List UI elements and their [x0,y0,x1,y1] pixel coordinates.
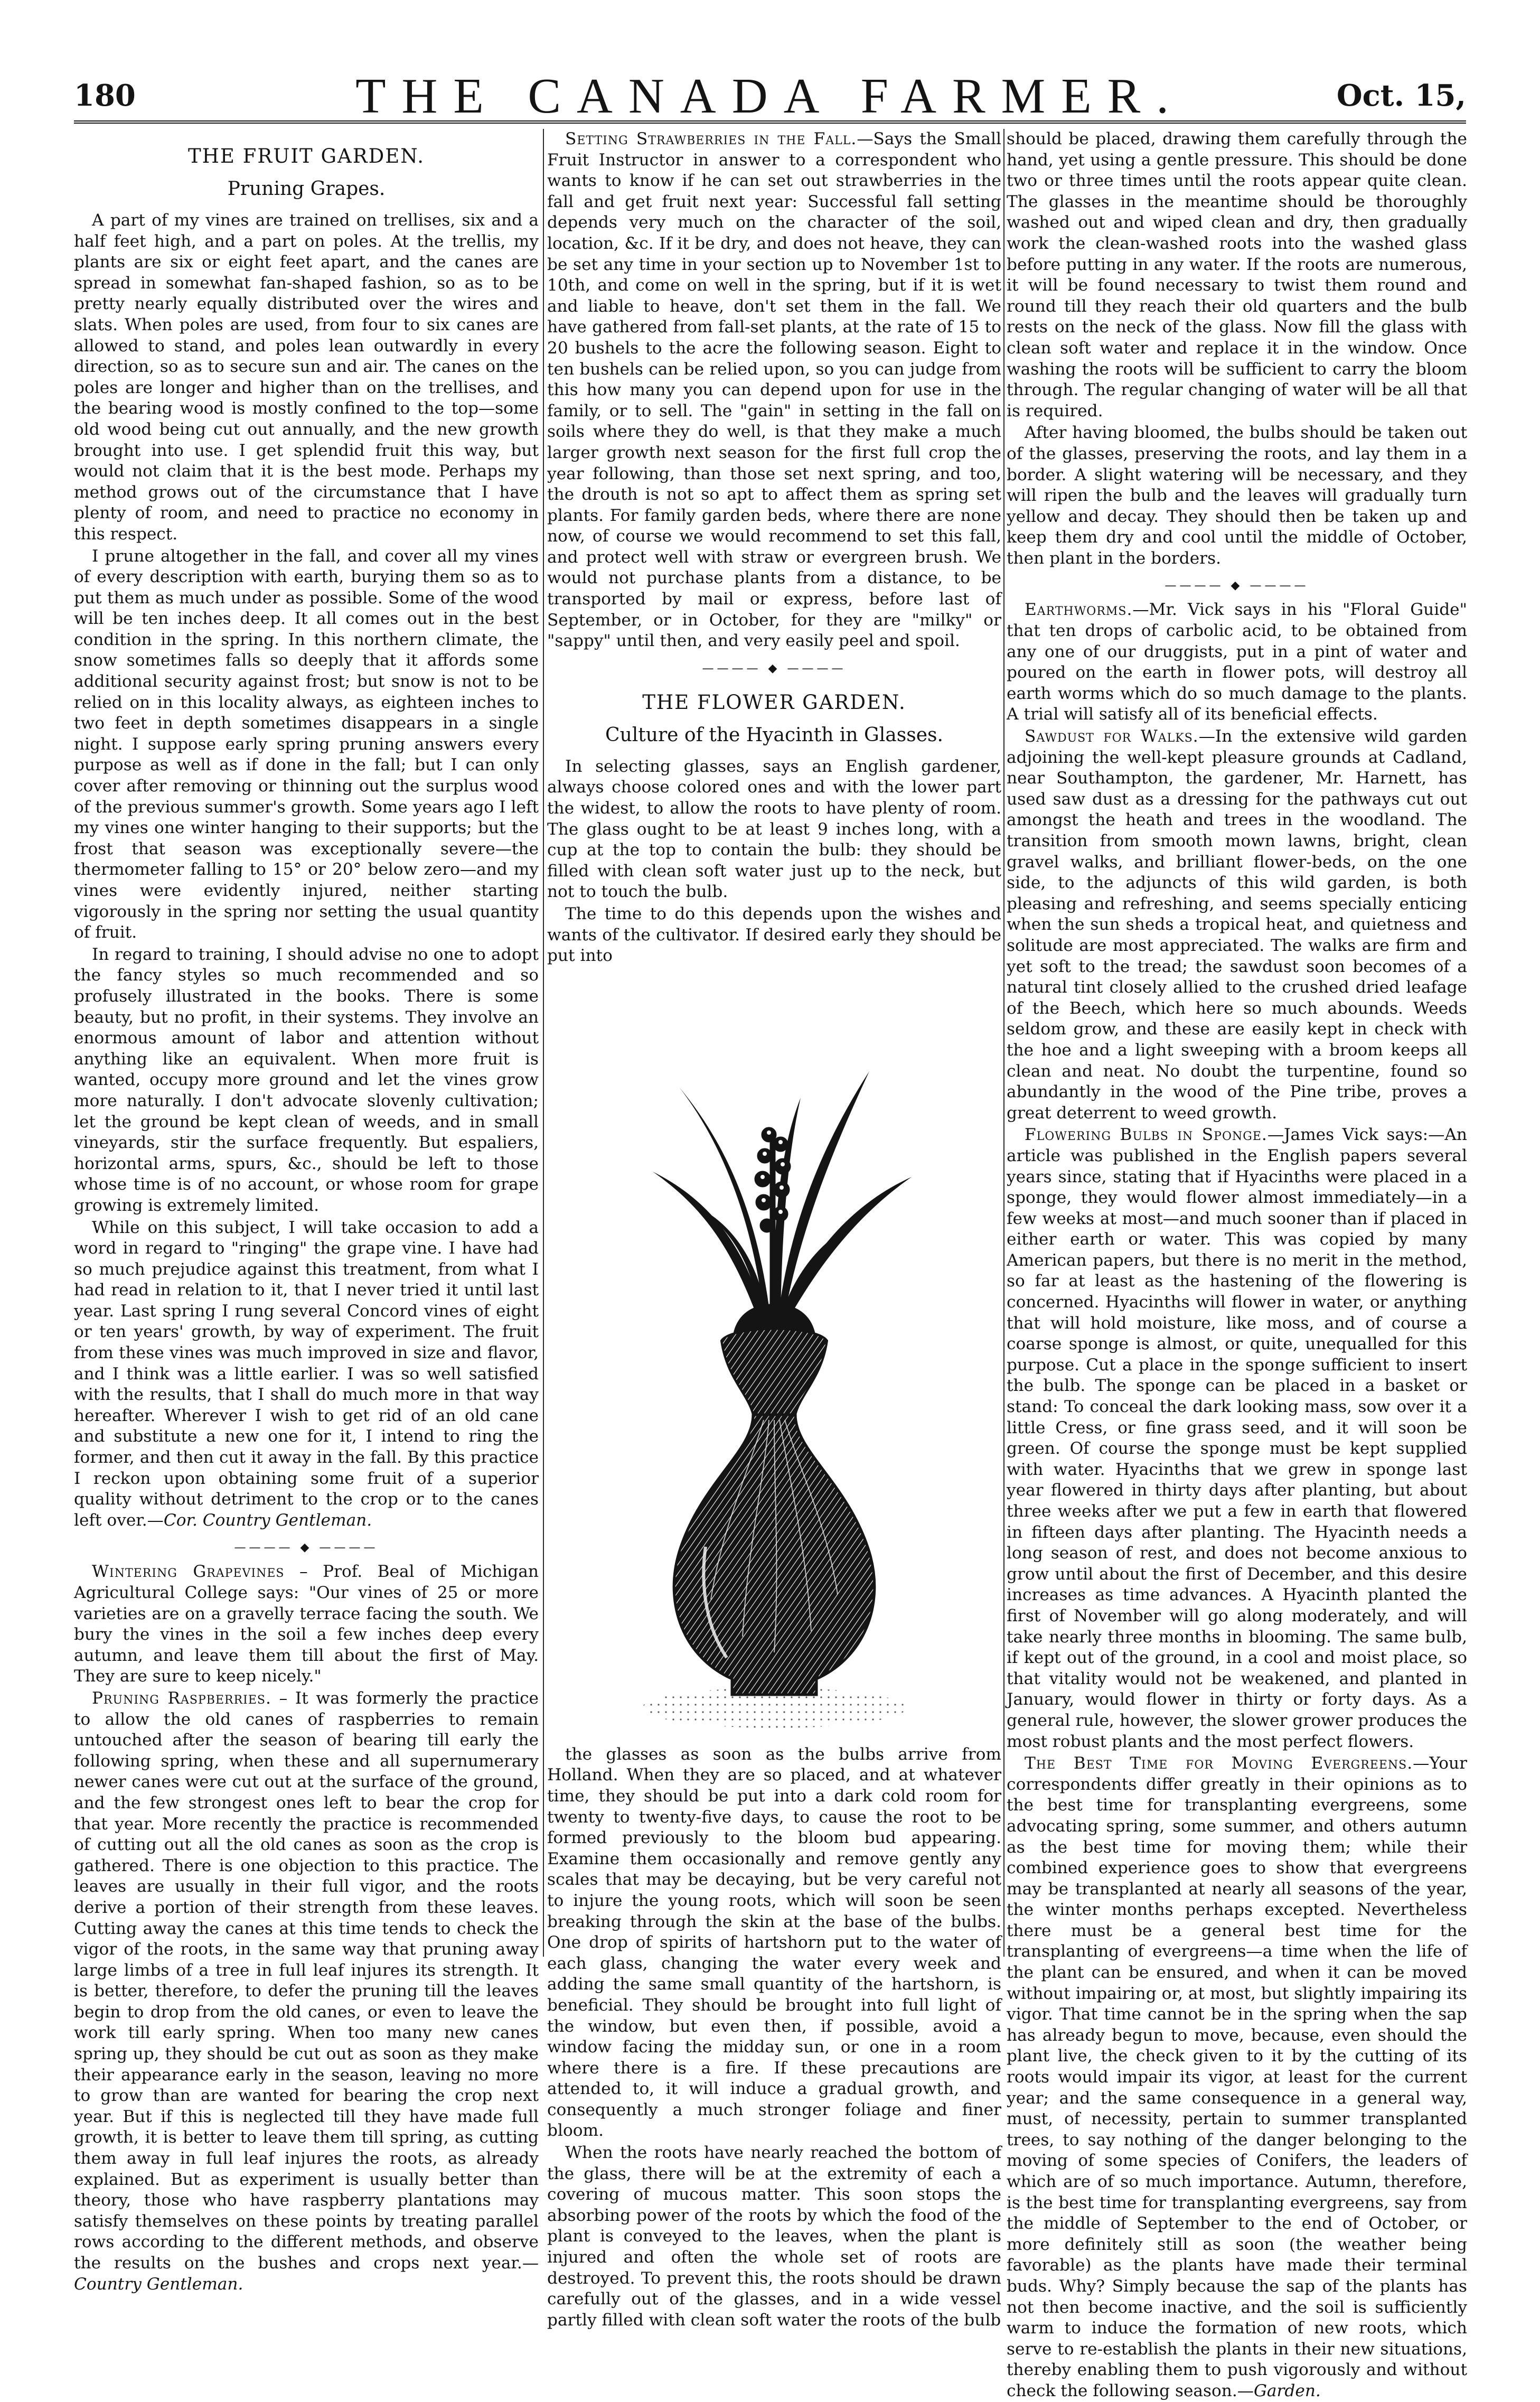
article-lead: Earthworms. [1025,600,1133,620]
article-paragraph: In regard to training, I should advise no one to adopt the fancy styles so much recommended and so profusely illustrated in the books. There is some beauty, but no profit, in their systems. They involve an enormous amount of labor and attention without anything like an equivalent. When more fruit is wanted, occupy more ground and let the vines grow more naturally. I don't advocate slovenly cultivation; let the ground be kept clean of weeds, and in small vineyards, stir the surface frequently. But espaliers, horizontal arms, spurs, &c., should be left to those whose time is of no account, or whose room for grape growing is extremely limited. [74,945,539,1215]
article-sponge [1007,1125,1467,1752]
article-lead: Flowering Bulbs in Sponge. [1025,1125,1267,1145]
paragraph-text: —Says the Small Fruit Instructor in answer to a correspondent who wants to know if he can set out strawberries in the fall and get fruit next year: Successful fall setting depends very much on the character of the soil, location, &c. If it be dry, and does not heave, they can be set any time in your section up to November 1st to 10th, and come on well in the spring, but if it is wet and liable to heave, don't set them in the fall. We have gathered from fall-set plants, at the rate of 15 to 20 bushels to the acre the following season. Eight to ten bushels can be relied upon, so you can judge from this how many you can depend upon for use in the family, or to sell. The "gain" in setting in the fall on soils where they do well, is that they make a much larger growth next season for the first full crop the year following, than those set next spring, and too, the drouth is not so apt to affect them as spring set plants. For family garden beds, where there are none now, of course we would recommend to set this fall, and protect well with straw or evergreen brush. We would not purchase plants from a distance, to be transported by mail or express, before last of September, or in October, for they are "milky" or "sappy" until then, and very easily peel and spoil. [547,129,1001,651]
article-strawberries [547,129,1001,652]
paragraph-text: – Prof. Beal of Michigan Agricultural College says: "Our vines of 25 or more varieties are on a gravelly terrace facing the south. We bury the vines in the soil a few inches deep every autumn, and leave them till about the first of May. They are sure to keep nicely." [74,1562,539,1686]
paragraph-text: —James Vick says:—An article was published in the English papers several years since, stating that if Hyacinths were placed in a sponge, they would flower almost immediately—in a few weeks at most—and much sooner than if placed in either earth or water. This was copied by many American papers, but there is no merit in the method, so far at least as the hastening of the flowering is concerned. Hyacinths will flower in water, or anything that will hold moisture, like moss, and of course a coarse sponge is almost, or quite, unequalled for this purpose. Cut a place in the sponge sufficient to insert the bulb. The sponge can be placed in a basket or stand: To conceal the dark looking mass, sow over it a little Cress, or fine grass seed, and it will soon be green. Of course the sponge must be kept supplied with water. Hyacinths that we grew in sponge last year flowered in thirty days after planting, but about three weeks after we put a few in earth that flowered in fifteen days after planting. The Hyacinth needs a long season of rest, and does not become anxious to grow until about the first of December, and this desire increases as time advances. A Hyacinth planted the first of November will go along moderately, and will take nearly three months in blooming. The same bulb, if kept out of the ground, in a cool and moist place, so that vitality would not be weakened, and planted in January, would flower in thirty or forty days. As a general rule, however, the slower grower produces the most robust plants and the most perfect flowers. [1007,1125,1467,1751]
article-paragraph: should be placed, drawing them carefully through the hand, yet using a gentle pressure. This should be done two or three times until the roots appear quite clean. The glasses in the meantime should be thoroughly washed out and wiped clean and dry, then gradually work the clean-washed roots into the washed glass before putting in any water. If the roots are numerous, it will be found necessary to twist them round and round till they reach their old quarters and the bulb rests on the neck of the glass. Now fill the glass with clean soft water and replace it in the window. Once washing the roots will be sufficient to carry the bloom through. The regular changing of water will be all that is required. [1007,129,1467,420]
article-lead: Setting Strawberries in the Fall. [565,129,857,148]
column-divider-1 [543,129,544,1957]
article-lead: The Best Time for Moving Evergreens. [1025,1754,1413,1773]
newspaper-title: THE CANADA FARMER. [355,69,1185,124]
masthead-rule [74,120,1466,125]
ornamental-separator [74,1541,539,1554]
issue-date: Oct. 15, [1336,78,1466,113]
article-lead: Pruning Raspberries. [92,1688,271,1708]
article-source: —Garden. [1237,2381,1321,2400]
article-paragraph: The time to do this depends upon the wishes and wants of the cultivator. If desired early they should be put into [547,904,1001,966]
article-source: —Cor. Country Gentleman. [147,1510,372,1530]
paragraph-text: – It was formerly the practice to allow the old canes of raspberries to remain untouched after the season of bearing till early the following spring, when these and all supernumerary newer canes were cut out at the surface of the ground, and the few strongest ones left to bear the crop for that year. More recently the practice is recommended of cutting out all the old canes as soon as the crop is gathered. There is one objection to this practice. The leaves are usually in their full vigor, and the roots derive a portion of their strength from these leaves. Cutting away the canes at this time tends to check the vigor of the roots, in the same way that pruning away large limbs of a tree in full leaf injures its strength. It is better, therefore, to defer the pruning till the leaves begin to drop from the old canes, or even to leave the work till early spring. When too many new canes spring up, they should be cut out as soon as they make their appearance early in the season, leaving no more to grow than are wanted for bearing the crop next year. But if this is neglected till they have made full growth, it is better to leave them till spring, as cutting them away in full leaf injures the roots, as already explained. But as experiment is usually better than theory, those who have raspberry plantations may satisfy themselves on these points by treating parallel rows according to the different methods, and observe the results on the bushes and crops next year. [74,1688,539,2273]
article-raspberries [74,1688,539,2295]
column-3 [1007,129,1467,2400]
article-grapevines [74,1562,539,1687]
page-number: 180 [74,78,136,113]
section-heading-flower-garden: THE FLOWER GARDEN. [642,690,906,714]
hyacinth-in-glass-icon [574,976,975,1737]
paragraph-text: —In the extensive wild garden adjoining the well-kept pleasure grounds at Cadland, near Southampton, the gardener, Mr. Harnett, has used saw dust as a dressing for the pathways cut out amongst the heath and trees in the woodland. The transition from smooth mown lawns, bright, clean gravel walks, and brilliant flower-beds, on the one side, to the adjuncts of this wild garden, is both pleasing and refreshing, and seems specially enticing when the sun sheds a tropical heat, and quietness and solitude are most appreciated. The walks are firm and yet soft to the tread; the sawdust soon becomes of a natural tint closely allied to the crushed dried leafage of the Beech, which here so much abounds. Weeds seldom grow, and these are easily kept in check with the hoe and a light sweeping with a broom keeps all clean and neat. No doubt the turpentine, found so abundantly in the wood of the Pine tribe, proves a great deterrent to weed growth. [1007,727,1467,1123]
article-paragraph: After having bloomed, the bulbs should be taken out of the glasses, preserving the roots, and lay them in a border. A slight watering will be necessary, and they will ripen the bulb and the leaves will gradually turn yellow and decay. They should then be taken up and keep them dry and cool until the middle of October, then plant in the borders. [1007,423,1467,568]
article-paragraph: A part of my vines are trained on trellises, six and a half feet high, and a part on poles. At the trellis, my plants are six or eight feet apart, and the canes are spread in somewhat fan-shaped fashion, so as to be pretty nearly equally distributed over the wires and slats. When poles are used, from four to six canes are allowed to stand, and poles lean outwardly in every direction, so as to secure sun and air. The canes on the poles are longer and higher than on the trellises, and the bearing wood is mostly confined to the top—some old wood being cut out annually, and the new growth brought into use. I get splendid fruit this way, but would not claim that it is the best mode. Perhaps my method grows out of the circumstance that I have plenty of room, and need to practice no economy in this respect. [74,211,539,544]
article-title-pruning-grapes: Pruning Grapes. [227,178,386,200]
column-1 [74,129,539,2294]
article-earthworms [1007,600,1467,725]
article-paragraph: the glasses as soon as the bulbs arrive from Holland. When they are so placed, and at whatever time, they should be put into a dark cold room for twenty to twenty-five days, to cause the root to be formed previously to the bloom bud appearing. Examine them occasionally and remove gently any scales that may be decaying, but be very careful not to injure the young roots, which will soon be seen breaking through the skin at the base of the bulbs. One drop of spirits of hartshorn put to the water of each glass, changing the water every week and adding the same small quantity of the hartshorn, is beneficial. They should be brought into full light of the window, but even then, if possible, avoid a window facing the midday sun, or one in a room where there is a fire. If these precautions are attended to, it will induce a gradual growth, and consequently a much stronger foliage and finer bloom. [547,1744,1001,2141]
article-lead: Wintering Grapevines [92,1562,285,1582]
paragraph-text: —Your correspondents differ greatly in their opinions as to the best time for transplanting evergreens, some advocating spring, some summer, and others autumn as the best time for moving them; while their combined experience goes to show that evergreens may be transplanted at nearly all seasons of the year, the winter months perhaps excepted. Nevertheless there must be a general best time for the transplanting of evergreens—a time when the life of the plant can be ensured, and when it can be moved without impairing or, at most, but slightly impairing its vigor. That time cannot be in the spring when the sap has already begun to move, because, even should the plant live, the check given to it by the cutting of its roots would impair its vigor, at least for the current year; and the same consequence in a general way, must, of necessity, pertain to summer transplanted trees, to say nothing of the danger belonging to the moving of some species of Conifers, the leaders of which are of so much importance. Autumn, therefore, is the best time for transplanting evergreens, say from the middle of September to the end of October, or more definitely still as soon (the weather being favorable) as the plants have made their terminal buds. Why? Simply because the sap of the plants has not then become inactive, and the soil is sufficiently warm to induce the formation of new roots, which serve to re-establish the plants in their new situations, thereby enabling them to push vigorously and without check the following season. [1007,1754,1467,2400]
paragraph-text: While on this subject, I will take occasion to add a word in regard to "ringing" the grape vine. I have had so much prejudice against this treatment, from what I had read in relation to it, that I never tried it until last year. Last spring I rung several Concord vines of eight or ten years' growth, by way of experiment. The fruit from these vines was much improved in size and flavor, and I think was a little earlier. I was so well satisfied with the results, that I shall do much more in that way hereafter. Wherever I wish to get rid of an old cane and substitute a new one for it, I intend to ring the former, and then cut it away in the fall. By this practice I reckon upon obtaining some fruit of a superior quality without detriment to the crop or to the canes left over. [74,1218,539,1530]
column-divider-2 [1003,129,1004,1957]
section-heading-fruit-garden: THE FRUIT GARDEN. [187,145,425,167]
article-sawdust [1007,726,1467,1124]
article-source: —Country Gentleman. [74,2254,539,2294]
ornamental-separator [1007,580,1467,592]
article-paragraph: In selecting glasses, says an English gardener, always choose colored ones and with the lower part the widest, to allow the roots to have plenty of room. The glass ought to be at least 9 inches long, with a cup at the top to contain the bulb: they should be filled with clean soft water just up to the neck, but not to touch the bulb. [547,756,1001,902]
article-title-hyacinth: Culture of the Hyacinth in Glasses. [605,724,943,746]
masthead [74,62,1466,124]
paragraph-text: —Mr. Vick says in his "Floral Guide" that ten drops of carbolic acid, to be obtained from any one of our druggists, put in a pint of water and poured on the earth in flower pots, will destroy all earth worms which do so much damage to the plants. A trial will satisfy all of its beneficial effects. [1007,600,1467,724]
article-paragraph: When the roots have nearly reached the bottom of the glass, there will be at the extremity of each a covering of mucous matter. This soon stops the absorbing power of the roots by which the food of the plant is conveyed to the leaves, when the plant is injured and often the whole set of roots are destroyed. To prevent this, the roots should be drawn carefully out of the glasses, and in a wide vessel partly filled with clean soft water the roots of the bulb [547,2143,1001,2330]
article-paragraph: I prune altogether in the fall, and cover all my vines of every description with earth, burying them so as to put them as much under as possible. Some of the wood will be ten inches deep. It all comes out in the best condition in the spring. In this northern climate, the snow sometimes falls so deeply that it affords some additional security against frost; but snow is not to be relied on in this locality always, as eighteen inches to two feet in depth sometimes disappears in a single night. I suppose early spring pruning answers every purpose as well as if done in the fall; but I can only cover after removing or thinning out the surplus wood of the previous summer's growth. Some years ago I left my vines one winter hanging to their supports; but the frost that season was exceptionally severe—the thermometer falling to 15° or 20° below zero—and my vines were evidently injured, neither starting vigorously in the spring nor setting the usual quantity of fruit. [74,546,539,942]
column-2 [547,129,1001,2330]
ornamental-separator [547,662,1001,675]
article-paragraph [74,1218,539,1531]
article-lead: Sawdust for Walks. [1025,727,1199,746]
article-evergreens [1007,1753,1467,2401]
